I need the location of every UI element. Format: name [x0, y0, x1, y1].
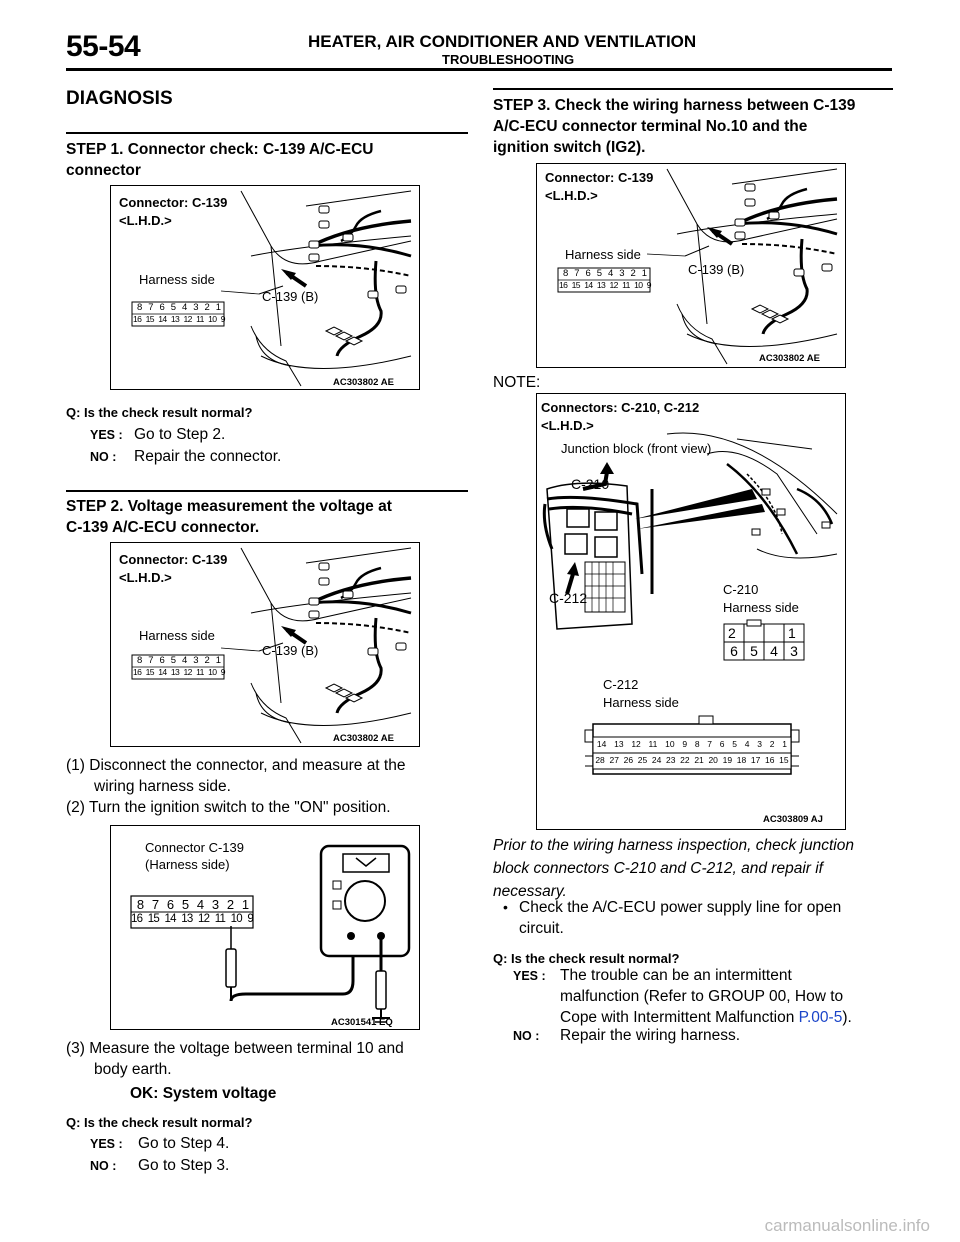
- pin: 4: [744, 739, 750, 749]
- jb-c210-label: C-210: [723, 582, 759, 597]
- pin: 6: [730, 643, 738, 659]
- step2-question: Q: Is the check result normal?: [66, 1115, 253, 1130]
- jb-side-label: <L.H.D.>: [541, 418, 594, 433]
- fig1-pin-row-top: [134, 302, 224, 313]
- pin: 15: [571, 280, 580, 290]
- step1-yes-label: YES :: [90, 428, 123, 442]
- pin: 9: [247, 913, 253, 925]
- pin: 9: [646, 280, 651, 290]
- pin: 13: [596, 280, 606, 290]
- step3-title-2: A/C-ECU connector terminal No.10 and the: [493, 118, 808, 135]
- bullet-line-1: Check the A/C-ECU power supply line for open: [519, 899, 842, 916]
- step1-question: Q: Is the check result normal?: [66, 405, 253, 420]
- pin: 5: [750, 643, 758, 659]
- pin: 7: [707, 739, 713, 749]
- pin: 13: [170, 667, 180, 677]
- pin: 21: [694, 755, 704, 765]
- meter-fig-label2: (Harness side): [145, 857, 230, 872]
- step3-title-1: STEP 3. Check the wiring harness between C-139: [493, 97, 856, 114]
- pin: 3: [211, 897, 220, 912]
- fig3-connector-label: Connector: C-139: [545, 170, 654, 185]
- pin: 14: [158, 667, 167, 677]
- pin: 2: [769, 739, 775, 749]
- pin: 15: [779, 755, 789, 765]
- yes-line3-pre: Cope with Intermittent Malfunction: [560, 1009, 799, 1026]
- pin: 15: [147, 913, 159, 925]
- pin: 5: [170, 655, 177, 666]
- step2-yes-text: Go to Step 4.: [138, 1135, 230, 1152]
- pin: 14: [596, 739, 607, 749]
- pin: 26: [623, 755, 634, 765]
- pin: 4: [181, 302, 188, 313]
- pin: 11: [622, 280, 630, 290]
- pin: 2: [226, 897, 235, 912]
- note-line-2: block connectors C-210 and C-212, and repair if: [493, 860, 823, 877]
- step1-rule: [66, 132, 468, 134]
- step2-title-1: STEP 2. Voltage measurement the voltage at: [66, 498, 392, 515]
- pin: 12: [631, 739, 641, 749]
- pin: 9: [220, 314, 225, 324]
- step3-yes-line1: The trouble can be an intermittent: [560, 967, 792, 984]
- pin: 9: [682, 739, 688, 749]
- step1-no-text: Repair the connector.: [134, 448, 282, 465]
- pin: 3: [790, 643, 798, 659]
- pin: 16: [765, 755, 775, 765]
- pin: 10: [634, 280, 643, 290]
- step2-instr1a: (1) Disconnect the connector, and measure at the: [66, 757, 406, 774]
- pin: 13: [614, 739, 624, 749]
- step3-note: NOTE:: [493, 374, 541, 391]
- pin: 3: [619, 268, 625, 279]
- jb-c210-arrow-label: C-210: [571, 476, 610, 492]
- pin: 10: [230, 913, 242, 925]
- pin: 6: [719, 739, 725, 749]
- step3-yes-line2: malfunction (Refer to GROUP 00, How to: [560, 988, 844, 1005]
- pin: 16: [131, 913, 143, 925]
- pin: 14: [164, 913, 176, 925]
- pin: 5: [732, 739, 737, 749]
- pin: 15: [145, 314, 154, 324]
- pin: 7: [148, 302, 154, 313]
- fig3-harness-label: Harness side: [565, 247, 641, 262]
- fig1-code: AC303802 AE: [333, 377, 394, 388]
- pin: 14: [584, 280, 593, 290]
- c210-pin-row-bottom: [724, 643, 804, 659]
- step3-question: Q: Is the check result normal?: [493, 951, 680, 966]
- fig2-callout: C-139 (B): [262, 643, 319, 658]
- pin: 5: [181, 897, 190, 912]
- yes-line3-post: ).: [842, 1009, 852, 1026]
- pin: 7: [151, 897, 160, 912]
- step2-ok: OK: System voltage: [130, 1085, 277, 1102]
- pin: 8: [136, 897, 145, 912]
- group-00-link[interactable]: P.00-5: [798, 1009, 843, 1026]
- pin: 14: [158, 314, 167, 324]
- pin: 5: [596, 268, 603, 279]
- pin: 9: [220, 667, 225, 677]
- step2-connector-figure: [110, 542, 420, 747]
- jb-c210-harness: Harness side: [723, 600, 799, 615]
- pin: 19: [722, 755, 733, 765]
- bullet-icon: •: [503, 899, 508, 915]
- pin: 4: [607, 268, 614, 279]
- pin: 12: [198, 913, 210, 925]
- pin: 4: [196, 897, 205, 912]
- pin: 6: [159, 655, 165, 666]
- pin: 8: [694, 739, 700, 749]
- pin: 16: [133, 667, 142, 677]
- note-line-1: Prior to the wiring harness inspection, check junction: [493, 837, 854, 854]
- pin: 6: [166, 897, 175, 912]
- pin: 12: [609, 280, 618, 290]
- fig3-pin-row-top: [560, 268, 650, 279]
- fig3-side-label: <L.H.D.>: [545, 188, 598, 203]
- pin: 2: [630, 268, 636, 279]
- c212-pin-row-bottom: [593, 755, 791, 765]
- fig1-callout: C-139 (B): [262, 289, 319, 304]
- step3-no-text: Repair the wiring harness.: [560, 1027, 741, 1044]
- pin: 8: [136, 655, 143, 666]
- step3-yes-label: YES :: [513, 969, 546, 983]
- pin: 20: [708, 755, 718, 765]
- pin: 6: [159, 302, 165, 313]
- pin: 3: [193, 655, 199, 666]
- pin: 11: [648, 739, 658, 749]
- fig2-pin-row-top: [134, 655, 224, 666]
- jb-junction-label: Junction block (front view): [561, 441, 712, 456]
- step2-instr3a: (3) Measure the voltage between terminal 10 and: [66, 1040, 404, 1057]
- pin: 11: [196, 667, 204, 677]
- step1-title-2: connector: [66, 162, 141, 179]
- pin: 4: [181, 655, 188, 666]
- step2-no-text: Go to Step 3.: [138, 1157, 230, 1174]
- fig1-harness-label: Harness side: [139, 272, 215, 287]
- pin: 1: [215, 302, 222, 313]
- pin: 3: [193, 302, 199, 313]
- meter-pin-row-top: [133, 897, 253, 912]
- c212-pin-row-top: [593, 739, 791, 749]
- pin: 6: [585, 268, 591, 279]
- step1-yes-text: Go to Step 2.: [134, 426, 226, 443]
- jb-c212-harness: Harness side: [603, 695, 679, 710]
- fig2-connector-label: Connector: C-139: [119, 552, 228, 567]
- jb-connectors-label: Connectors: C-210, C-212: [541, 400, 700, 415]
- pin: 10: [208, 667, 217, 677]
- chapter-title: HEATER, AIR CONDITIONER AND VENTILATION: [308, 32, 697, 51]
- jb-fig-code: AC303809 AJ: [763, 814, 823, 825]
- pin: 2: [204, 655, 210, 666]
- pin: 18: [736, 755, 747, 765]
- pin: 17: [750, 755, 761, 765]
- step3-rule: [493, 88, 893, 90]
- c210-pin-top-right: 1: [788, 625, 796, 641]
- step1-connector-figure: [110, 185, 420, 390]
- meter-pin-row-bottom: [131, 913, 253, 925]
- fig1-connector-label: Connector: C-139: [119, 195, 228, 210]
- meter-fig-label1: Connector C-139: [145, 840, 244, 855]
- pin: 16: [559, 280, 568, 290]
- step3-no-label: NO :: [513, 1029, 540, 1043]
- fig2-pin-row-bottom: [133, 667, 225, 677]
- pin: 1: [782, 739, 787, 749]
- step2-yes-label: YES :: [90, 1137, 123, 1151]
- pin: 3: [757, 739, 762, 749]
- fig1-pin-row-bottom: [133, 314, 225, 324]
- pin: 25: [637, 755, 648, 765]
- fig2-side-label: <L.H.D.>: [119, 570, 172, 585]
- step2-instr1b: wiring harness side.: [94, 778, 231, 795]
- diagnosis-title: DIAGNOSIS: [66, 88, 173, 109]
- pin: 22: [680, 755, 690, 765]
- section-title: TROUBLESHOOTING: [442, 52, 575, 67]
- step2-rule: [66, 490, 468, 492]
- pin: 10: [665, 739, 675, 749]
- step2-instr2: (2) Turn the ignition switch to the "ON" position.: [66, 799, 391, 816]
- step2-title-2: C-139 A/C-ECU connector.: [66, 519, 260, 536]
- pin: 7: [148, 655, 154, 666]
- pin: 7: [574, 268, 580, 279]
- step1-title-1: STEP 1. Connector check: C-139 A/C-ECU: [66, 141, 374, 158]
- page-number: 55-54: [66, 30, 141, 63]
- pin: 28: [595, 755, 605, 765]
- fig2-harness-label: Harness side: [139, 628, 215, 643]
- fig1-side-label: <L.H.D.>: [119, 213, 172, 228]
- step2-instr3b: body earth.: [94, 1061, 172, 1078]
- pin: 23: [666, 755, 676, 765]
- step2-no-label: NO :: [90, 1159, 117, 1173]
- pin: 13: [170, 314, 180, 324]
- pin: 27: [609, 755, 619, 765]
- fig3-callout: C-139 (B): [688, 262, 745, 277]
- pin: 8: [136, 302, 143, 313]
- pin: 11: [214, 913, 226, 925]
- fig3-pin-row-bottom: [559, 280, 651, 290]
- pin: 1: [241, 897, 250, 912]
- header-rule: [66, 68, 892, 71]
- note-line-3: necessary.: [493, 883, 567, 900]
- pin: 1: [641, 268, 648, 279]
- jb-c212-arrow-label: C-212: [549, 590, 588, 606]
- meter-fig-code: AC301541 EQ: [331, 1017, 393, 1028]
- junction-block-figure: [536, 393, 846, 830]
- pin: 5: [170, 302, 177, 313]
- fig2-code: AC303802 AE: [333, 733, 394, 744]
- pin: 1: [215, 655, 222, 666]
- step1-no-label: NO :: [90, 450, 117, 464]
- pin: 4: [770, 643, 778, 659]
- pin: 24: [651, 755, 662, 765]
- step3-title-3: ignition switch (IG2).: [493, 139, 646, 156]
- bullet-line-2: circuit.: [519, 920, 564, 937]
- pin: 8: [562, 268, 569, 279]
- pin: 11: [196, 314, 204, 324]
- step2-meter-figure: [110, 825, 420, 1030]
- pin: 13: [181, 913, 193, 925]
- pin: 2: [204, 302, 210, 313]
- pin: 10: [208, 314, 217, 324]
- step3-connector-figure: [536, 163, 846, 368]
- c210-pin-top-left: 2: [728, 625, 736, 641]
- pin: 12: [183, 667, 192, 677]
- fig3-code: AC303802 AE: [759, 353, 820, 364]
- pin: 16: [133, 314, 142, 324]
- watermark: carmanualsonline.info: [764, 1216, 930, 1235]
- pin: 15: [145, 667, 154, 677]
- jb-c212-label: C-212: [603, 677, 639, 692]
- pin: 12: [183, 314, 192, 324]
